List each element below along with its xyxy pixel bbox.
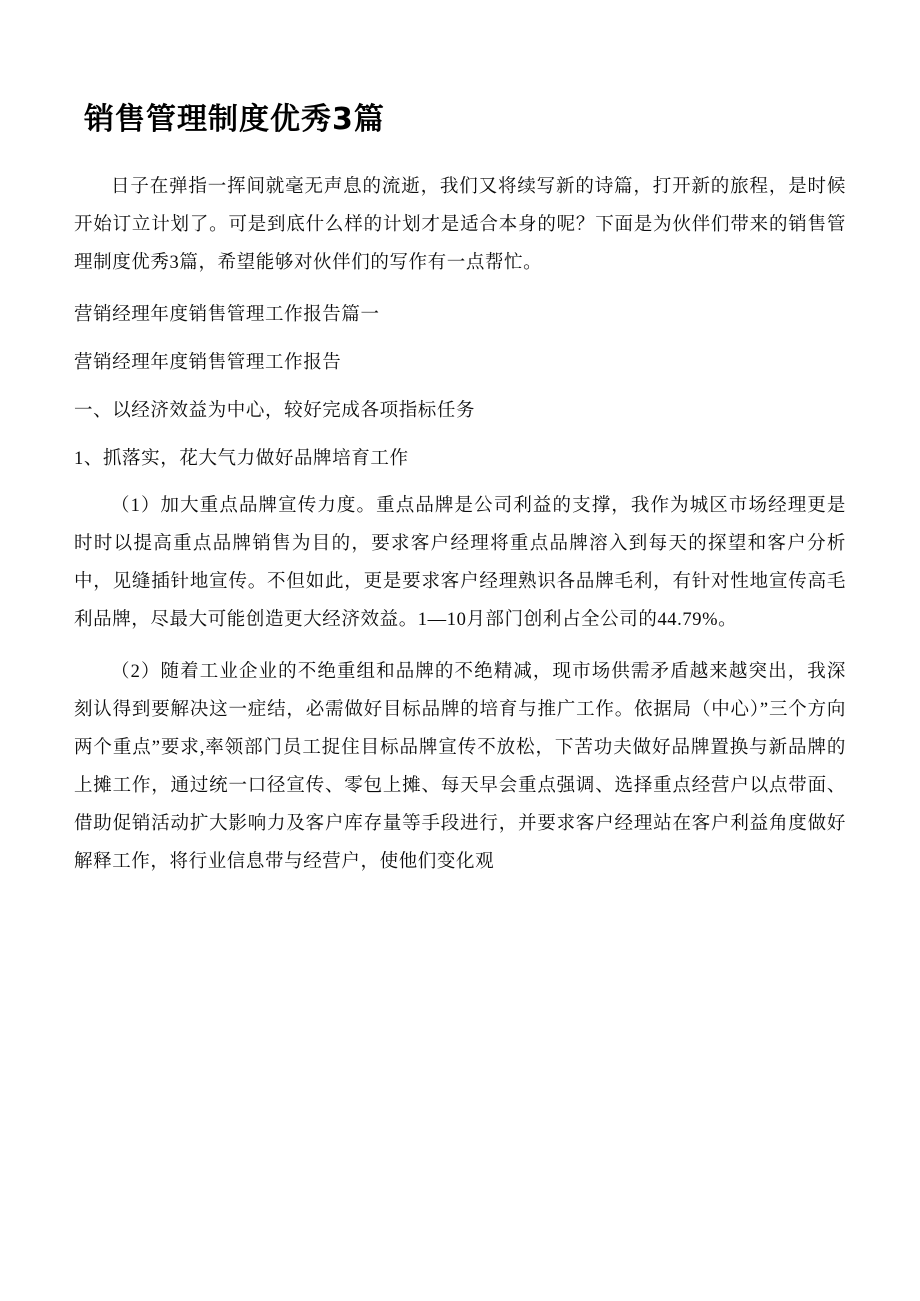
section-heading-article-title: 营销经理年度销售管理工作报告篇一 (74, 304, 380, 325)
paragraph-body-1: （1）加大重点品牌宣传力度。重点品牌是公司利益的支撑，我作为城区市场经理更是时时以提高重点品牌销售为目的，要求客户经理将重点品牌溶入到每天的探望和客户分析中，见缝插针地宣传。不但如此，更是要求客户经理熟识各品牌毛利，有针对性地宣传高毛利品牌，尽最大可能创造更大经济效益。1—10月部门创利占全公司的44.79%。 (74, 496, 846, 631)
section-heading-item-one-sub: 1、抓落实，花大气力做好品牌培育工作 (74, 448, 409, 469)
paragraph-intro: 日子在弹指一挥间就毫无声息的流逝，我们又将续写新的诗篇，打开新的旅程，是时候开始订立计划了。可是到底什么样的计划才是适合本身的呢？下面是为伙伴们带来的销售管理制度优秀3篇，希望能够对伙伴们的写作有一点帮忙。 (74, 177, 846, 273)
section-heading-report-name: 营销经理年度销售管理工作报告 (74, 352, 342, 373)
document-body (74, 169, 846, 882)
section-heading-item-one: 一、以经济效益为中心，较好完成各项指标任务 (74, 400, 476, 421)
page-title: 销售管理制度优秀3篇 (84, 102, 385, 137)
paragraph-body-2: （2）随着工业企业的不绝重组和品牌的不绝精减，现市场供需矛盾越来越突出，我深刻认得到要解决这一症结，必需做好目标品牌的培育与推广工作。依据局（中心）”三个方向两个重点”要求,率领部门员工捉住目标品牌宣传不放松，下苦功夫做好品牌置换与新品牌的上摊工作，通过统一口径宣传、零包上摊、每天早会重点强调、选择重点经营户以点带面、借助促销活动扩大影响力及客户库存量等手段进行，并要求客户经理站在客户利益角度做好解释工作，将行业信息带与经营户，使他们变化观 (74, 662, 846, 872)
